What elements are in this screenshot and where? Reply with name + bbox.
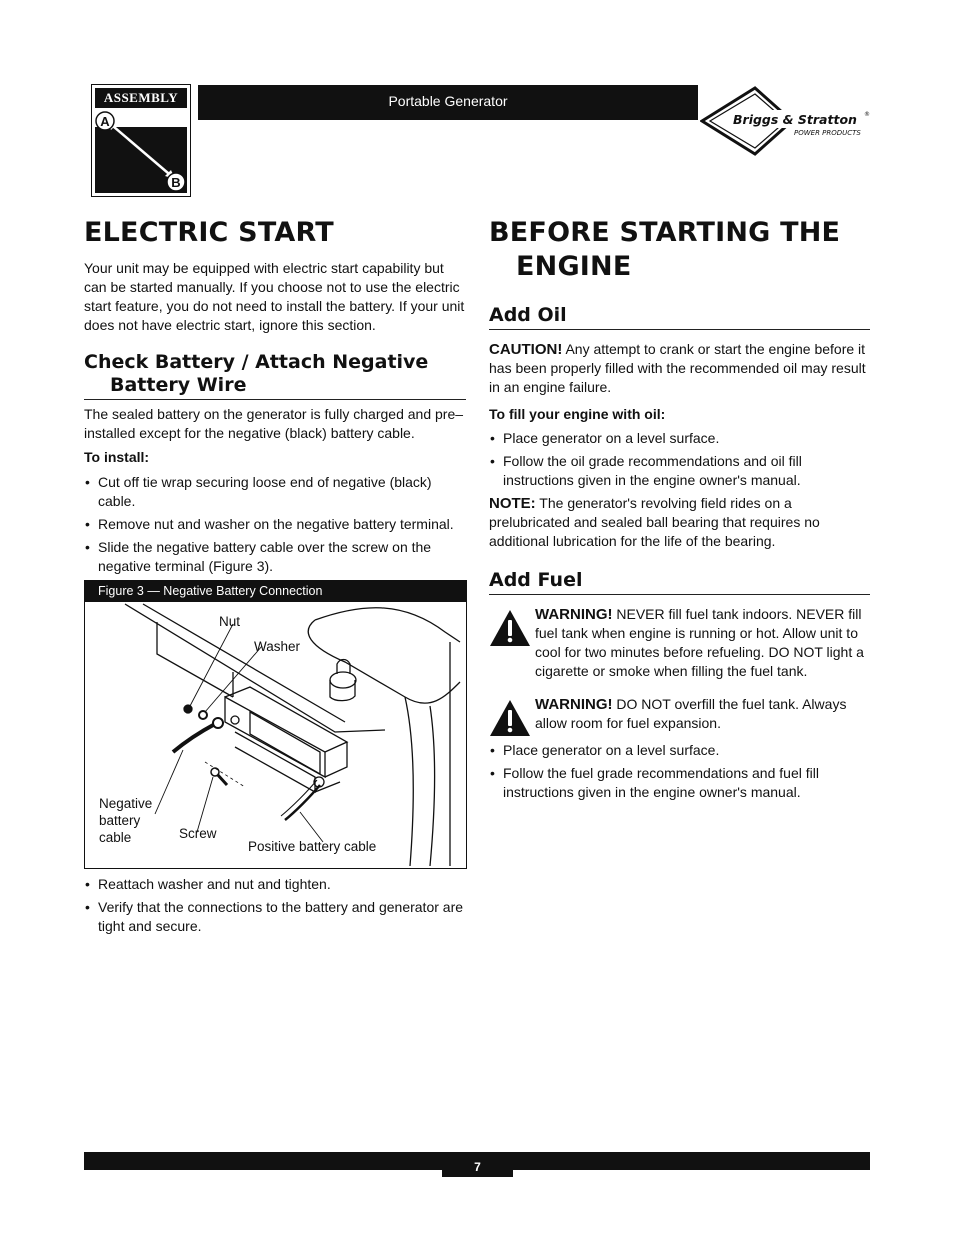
header-title: Portable Generator — [388, 93, 508, 109]
add-oil-heading: Add Oil — [489, 304, 870, 330]
page-number: 7 — [442, 1152, 513, 1177]
label-screw: Screw — [179, 826, 217, 841]
logo-subtitle: POWER PRODUCTS — [794, 129, 861, 137]
warning-triangle-icon — [489, 699, 531, 737]
assembly-point-b: B — [171, 175, 181, 190]
fuel-steps-list — [489, 741, 870, 802]
before-starting-title-line1: BEFORE STARTING THE — [489, 217, 841, 248]
header-title-bar — [198, 85, 698, 120]
caution-label: CAUTION! — [489, 341, 563, 358]
label-negative-line2: battery — [99, 813, 141, 828]
warning-text: DO NOT overfill the fuel tank. Always allow room for fuel expansion. — [535, 696, 847, 731]
list-item: • Place generator on a level surface. — [489, 741, 870, 760]
label-nut: Nut — [219, 614, 241, 629]
fuel-warning-2 — [489, 695, 870, 733]
before-starting-title-line2: ENGINE — [516, 251, 632, 282]
logo-name: Briggs & Stratton — [733, 112, 857, 127]
warning-text: NEVER fill fuel tank indoors. NEVER fill fuel tank when engine is running or hot. Allow unit to cool for two minutes before refueling. DO NOT light a cigarette or smoke when filling the fuel tank. — [535, 606, 864, 679]
list-item: • Cut off tie wrap securing loose end of negative (black) cable. — [84, 473, 466, 511]
label-negative-line1: Negative — [99, 796, 153, 811]
caution-text: Any attempt to crank or start the engine before it has been properly filled with the recommended oil may result in an engine failure. — [489, 341, 866, 395]
check-battery-heading-line1: Check Battery / Attach Negative — [84, 351, 429, 373]
warning-label: WARNING! — [535, 696, 613, 713]
label-positive-cable: Positive battery cable — [248, 839, 377, 854]
warning-triangle-icon — [489, 609, 531, 647]
check-battery-heading — [84, 351, 466, 400]
label-washer: Washer — [254, 639, 301, 654]
check-battery-paragraph: The sealed battery on the generator is fully charged and pre–installed except for the negative (black) battery cable. — [84, 406, 464, 441]
after-steps-list — [84, 875, 466, 936]
electric-start-section — [84, 216, 466, 940]
fuel-warning-2-text — [535, 695, 870, 733]
assembly-label: ASSEMBLY — [95, 88, 187, 108]
briggs-stratton-logo — [700, 86, 870, 156]
electric-start-intro: Your unit may be equipped with electric start capability but can be started manually. If you choose not to use the electric start feature, you do not need to install the battery. If your unit does not have electric start, ignore this section. — [84, 260, 465, 333]
fuel-warning-1 — [489, 605, 870, 681]
before-starting-title — [489, 216, 870, 284]
figure-caption: Figure 3 — Negative Battery Connection — [85, 581, 466, 602]
oil-caution — [489, 340, 870, 397]
to-install-heading: To install: — [84, 449, 150, 465]
assembly-point-a: A — [100, 114, 110, 129]
note-label: NOTE: — [489, 495, 536, 512]
note-text: The generator's revolving field rides on a prelubricated and sealed ball bearing that requires no additional lubrication for the life of the bearing. — [489, 495, 820, 549]
oil-steps-list — [489, 429, 870, 490]
warning-label: WARNING! — [535, 606, 613, 623]
logo-registered-mark: ® — [864, 111, 870, 118]
oil-note — [489, 494, 870, 551]
list-item: • Follow the fuel grade recommendations and fuel fill instructions given in the engine owner's manual. — [489, 764, 870, 802]
list-item: • Slide the negative battery cable over the screw on the negative terminal (Figure 3). — [84, 538, 466, 576]
list-item: • Follow the oil grade recommendations and oil fill instructions given in the engine owner's manual. — [489, 452, 870, 490]
list-item: • Place generator on a level surface. — [489, 429, 870, 448]
assembly-a-to-b-icon — [95, 111, 187, 193]
install-steps-list — [84, 473, 466, 576]
fill-oil-heading: To fill your engine with oil: — [489, 406, 666, 422]
label-negative-line3: cable — [99, 830, 132, 845]
list-item: • Remove nut and washer on the negative battery terminal. — [84, 515, 466, 534]
add-fuel-heading: Add Fuel — [489, 569, 870, 595]
fuel-warning-1-text — [535, 605, 870, 681]
list-item: • Verify that the connections to the battery and generator are tight and secure. — [84, 898, 466, 936]
list-item: • Reattach washer and nut and tighten. — [84, 875, 466, 894]
electric-start-title: ELECTRIC START — [84, 217, 334, 248]
check-battery-heading-line2: Battery Wire — [110, 374, 247, 396]
before-starting-section — [489, 216, 870, 806]
figure-negative-battery-connection — [84, 580, 467, 869]
assembly-badge — [91, 84, 191, 197]
